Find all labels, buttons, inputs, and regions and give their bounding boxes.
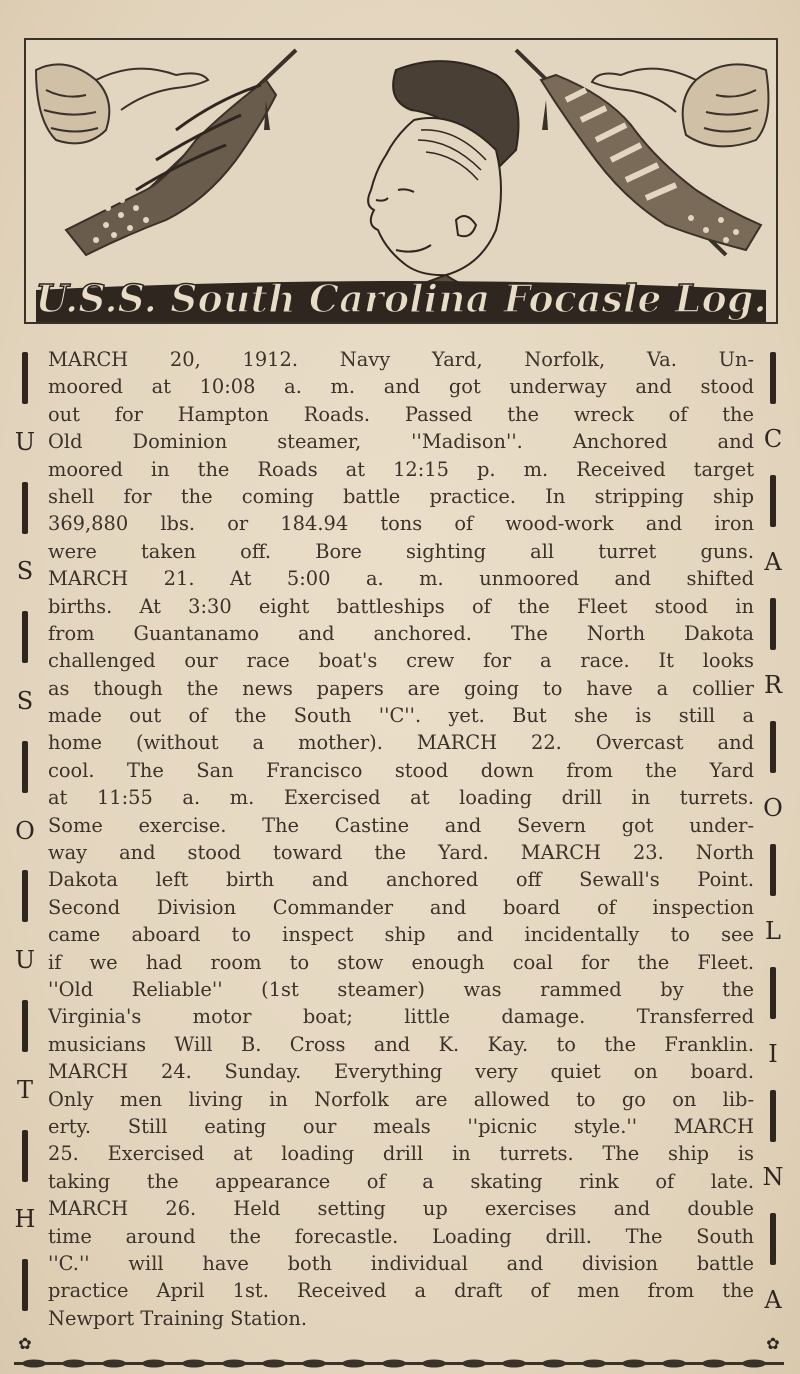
- border-link: [262, 1360, 286, 1368]
- side-letter: O: [15, 816, 35, 845]
- log-text-line: Second Division Commander and board of inspection: [48, 895, 754, 919]
- star-ornament-icon: ✿: [766, 1334, 780, 1353]
- border-link: [302, 1360, 326, 1368]
- log-text-line: from Guantanamo and anchored. The North Dakota: [48, 621, 754, 645]
- side-letter: U: [14, 427, 36, 456]
- ornament-bar: [770, 844, 776, 896]
- side-letter: S: [16, 557, 34, 586]
- log-text-line: practice April 1st. Received a draft of men from the: [48, 1279, 754, 1303]
- log-text-line: Old Dominion steamer, ''Madison''. Anchored and: [48, 430, 754, 454]
- log-text-line: made out of the South ''C''. yet. But she is still a: [48, 704, 754, 728]
- log-text-line: challenged our race boat's crew for a race. It looks: [48, 649, 754, 673]
- side-letter: U: [14, 946, 36, 975]
- border-link: [582, 1360, 606, 1368]
- ornament-bar: [770, 1213, 776, 1265]
- ornament-bar: [22, 482, 28, 534]
- border-link: [22, 1360, 46, 1368]
- ornament-bar: [22, 611, 28, 663]
- ornament-bar: [22, 352, 28, 404]
- border-link: [142, 1360, 166, 1368]
- log-text-line: Virginia's motor boat; little damage. Transferred: [48, 1005, 754, 1029]
- border-link: [342, 1360, 366, 1368]
- ornament-bar: [770, 721, 776, 773]
- border-link: [102, 1360, 126, 1368]
- log-text-line: MARCH 26. Held setting up exercises and double: [48, 1197, 754, 1221]
- log-text-line: at 11:55 a. m. Exercised at loading drill in turrets.: [48, 786, 754, 810]
- header-illustration: [24, 38, 778, 324]
- side-letter: N: [762, 1162, 784, 1191]
- border-link: [222, 1360, 246, 1368]
- log-text-line: if we had room to stow enough coal for the Fleet.: [48, 950, 754, 974]
- log-text-line: Newport Training Station.: [48, 1306, 308, 1330]
- border-link: [382, 1360, 406, 1368]
- side-letter: S: [16, 686, 34, 715]
- side-letter: A: [764, 1285, 782, 1314]
- side-letter: A: [764, 547, 782, 576]
- ornament-bar: [770, 352, 776, 404]
- log-text-line: cool. The San Francisco stood down from the Yard: [48, 758, 754, 782]
- border-link: [662, 1360, 686, 1368]
- ornament-bar: [770, 475, 776, 527]
- log-text-line: moored at 10:08 a. m. and got underway and stood: [48, 375, 754, 399]
- log-text-line: musicians Will B. Cross and K. Kay. to the Franklin.: [48, 1032, 754, 1056]
- ornament-bar: [22, 741, 28, 793]
- log-text-line: were taken off. Bore sighting all turret guns.: [48, 539, 754, 563]
- log-text-line: MARCH 24. Sunday. Everything very quiet on board.: [48, 1060, 754, 1084]
- ornament-bar: [22, 1259, 28, 1311]
- left-side-ornament: [14, 352, 36, 1352]
- header-title: U.S.S. South Carolina Focasle Log.: [35, 276, 767, 321]
- border-link: [502, 1360, 526, 1368]
- log-text-line: Dakota left birth and anchored off Sewall's Point.: [48, 868, 754, 892]
- bottom-ornament-border: [14, 1358, 784, 1370]
- log-text-line: Only men living in Norfolk are allowed to go on lib-: [48, 1087, 754, 1111]
- right-side-ornament: [762, 352, 784, 1352]
- border-link: [622, 1360, 646, 1368]
- side-letter: L: [765, 916, 781, 945]
- log-text-line: 369,880 lbs. or 184.94 tons of wood-work and iron: [48, 512, 754, 536]
- log-text-line: way and stood toward the Yard. MARCH 23. North: [48, 841, 754, 865]
- left-eagle-icon: [36, 64, 208, 143]
- log-entry-text: [48, 346, 754, 1332]
- star-ornament-icon: ✿: [18, 1333, 32, 1353]
- border-link: [182, 1360, 206, 1368]
- log-text-line: out for Hampton Roads. Passed the wreck of the: [48, 402, 754, 426]
- side-letter: T: [16, 1075, 33, 1104]
- side-letter: R: [763, 670, 783, 699]
- log-text-line: shell for the coming battle practice. In stripping ship: [48, 484, 754, 508]
- log-text-line: home (without a mother). MARCH 22. Overcast and: [48, 731, 754, 755]
- log-text-line: MARCH 21. At 5:00 a. m. unmoored and shifted: [48, 567, 754, 591]
- side-letter: O: [763, 793, 783, 822]
- ornament-bar: [22, 1000, 28, 1052]
- ornament-bar: [770, 967, 776, 1019]
- log-text-line: Some exercise. The Castine and Severn got under-: [48, 813, 754, 837]
- left-flag-icon: [66, 50, 296, 255]
- border-link: [422, 1360, 446, 1368]
- border-link: [462, 1360, 486, 1368]
- log-text-line: erty. Still eating our meals ''picnic style.'' MARCH: [48, 1114, 754, 1138]
- log-text-line: births. At 3:30 eight battleships of the Fleet stood in: [48, 594, 754, 618]
- log-text-line: MARCH 20, 1912. Navy Yard, Norfolk, Va. Un-: [48, 348, 754, 371]
- border-link: [62, 1360, 86, 1368]
- ornament-bar: [770, 598, 776, 650]
- log-text-line: ''C.'' will have both individual and division battle: [48, 1251, 754, 1275]
- ornament-bar: [22, 1130, 28, 1182]
- border-link: [742, 1360, 766, 1368]
- log-text-line: as though the news papers are going to have a collier: [48, 676, 754, 700]
- side-letter: I: [768, 1039, 778, 1068]
- side-letter: C: [763, 424, 783, 453]
- border-link: [542, 1360, 566, 1368]
- border-link: [702, 1360, 726, 1368]
- log-text-line: moored in the Roads at 12:15 p. m. Received target: [48, 457, 754, 481]
- log-text-line: taking the appearance of a skating rink of late.: [48, 1169, 754, 1193]
- ornament-bar: [22, 870, 28, 922]
- ornament-bar: [770, 1090, 776, 1142]
- side-letter: H: [14, 1205, 36, 1234]
- log-text-line: time around the forecastle. Loading drill. The South: [48, 1224, 754, 1248]
- log-text-line: came aboard to inspect ship and incidentally to see: [48, 923, 754, 947]
- log-text-line: 25. Exercised at loading drill in turrets. The ship is: [48, 1142, 754, 1166]
- log-text-line: ''Old Reliable'' (1st steamer) was rammed by the: [48, 977, 754, 1001]
